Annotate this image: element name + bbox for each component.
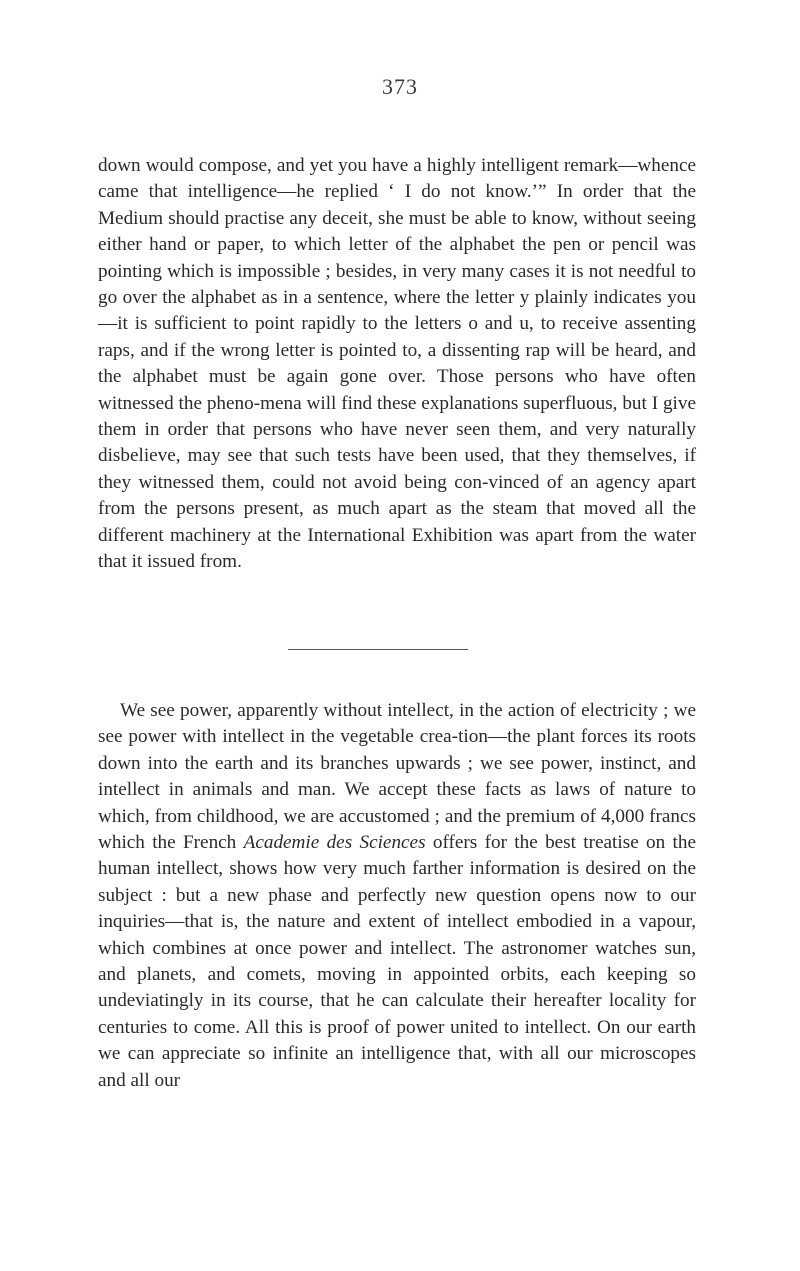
paragraph-2-text-start: We see power, apparently without intellect, in the action of electricity ; we see power with intellect in the vegetable crea-tion—the plant forces its roots down into the earth and its branches upwards ; we see power, instinct, and intellect in animals and man. We accept these facts as laws of nature to which, from childhood, we are accustomed ; and the premium of 4,000 francs which the French	[98, 700, 696, 854]
paragraph-1-text: down would compose, and yet you have a highly intelligent remark—whence came that intelligence—he replied ‘ I do not know.’” In order that the Medium should practise any deceit, she must be able to know, without seeing either hand or paper, to which letter of the alphabet the pen or pencil was pointing which is impossible ; besides, in very many cases it is not needful to go over the alphabet as in a sentence, where the letter y plainly indicates you—it is sufficient to point rapidly to the letters o and u, to receive assenting raps, and if the wrong letter is pointed to, a dissenting rap will be heard, and the alphabet must be again gone over. Those persons who have often witnessed the pheno-mena will find these explanations superfluous, but I give them in order that persons who have never seen them, and very naturally disbelieve, may see that such tests have been used, that they themselves, if they witnessed them, could not avoid being con-vinced of an agency apart from the persons present, as much apart as the steam that moved all the different machinery at the International Exhibition was apart from the water that it issued from.	[98, 155, 696, 573]
academie-des-sciences-italic: Academie des Sciences	[243, 832, 426, 854]
section-separator-rule	[288, 649, 468, 650]
paragraph-1	[98, 153, 696, 576]
paragraph-2-text	[98, 698, 696, 1094]
paragraph-2-text-end: offers for the best treatise on the human intellect, shows how very much farther information is desired on the subject : but a new phase and perfectly new question opens now to our inquiries—that is, the nature and extent of intellect embodied in a vapour, which combines at once power and intellect. The astronomer watches sun, and planets, and comets, moving in appointed orbits, each keeping so undeviatingly in its course, that he can calculate their hereafter locality for centuries to come. All this is proof of power united to intellect. On our earth we can appreciate so infinite an intelligence that, with all our microscopes and all our	[98, 832, 696, 1091]
page-number: 373	[382, 74, 418, 99]
paragraph-2	[98, 698, 696, 1094]
